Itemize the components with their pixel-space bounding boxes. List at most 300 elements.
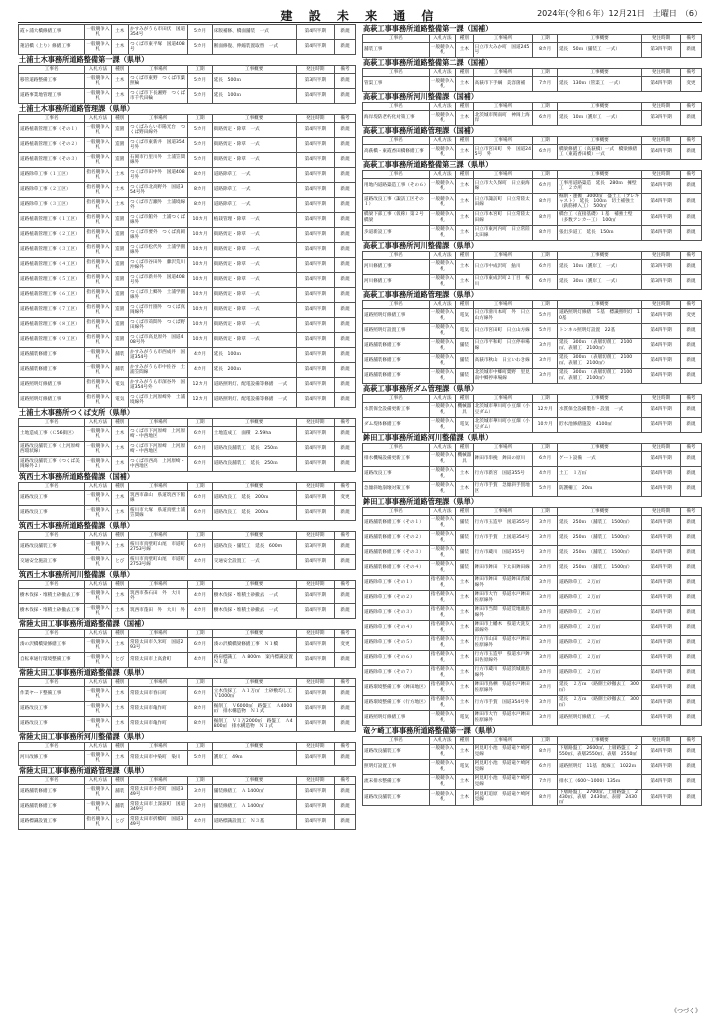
work-location: 常陸太田市小菅町 国道349号 <box>128 785 187 800</box>
col-header-outline: 工事概要 <box>212 581 296 589</box>
work-location: 行方市蔵川 国道355号 <box>473 545 533 560</box>
work-type: 造園 <box>111 213 128 228</box>
col-header-period: 工期 <box>533 35 558 43</box>
bid-method: 指名競争入札 <box>85 288 111 303</box>
work-period: 3カ月 <box>533 560 558 575</box>
work-type: 土木 <box>111 506 128 521</box>
project-name: 道路舗装修繕工事 <box>363 353 430 368</box>
col-header-name: 工事名 <box>363 69 430 77</box>
work-type: 電気 <box>456 323 474 338</box>
col-header-order: 発注時期 <box>296 679 334 687</box>
table-row <box>363 774 702 789</box>
table-header-row <box>363 35 702 43</box>
col-header-outline: 工事概要 <box>557 103 641 111</box>
remark: 新規 <box>680 774 701 789</box>
remark: 新規 <box>334 653 355 668</box>
table-row <box>19 751 356 766</box>
project-name: 霞ヶ浦大橋修繕工事 <box>19 25 85 40</box>
work-outline: 道路除草工 ２万㎡ <box>557 575 641 590</box>
section-title: 筑西土木事務所河川整備課（県単） <box>19 570 135 579</box>
work-outline: 延長 10ｍ（護岸工 一式） <box>557 111 641 126</box>
col-header-order: 発注時期 <box>296 66 334 74</box>
work-type: 造園 <box>111 333 128 348</box>
order-timing: 第4四半期 <box>296 40 334 55</box>
bid-method: 一般競争入札 <box>85 491 111 506</box>
table-header-row <box>363 443 702 451</box>
work-period: 6カ月 <box>533 145 558 160</box>
col-header-method: 入札方法 <box>85 581 111 589</box>
order-timing: 第4四半期 <box>642 774 681 789</box>
order-timing: 第4四半期 <box>642 695 681 710</box>
project-name: 道路改良工事 <box>19 702 85 717</box>
right-column <box>362 24 702 806</box>
table-header-row <box>19 581 356 589</box>
work-type: 土木 <box>111 717 128 732</box>
table-row <box>19 288 356 303</box>
work-type: 土木 <box>456 774 474 789</box>
work-outline: 道路照明灯修繕 ５基 標識照明灯 10基 <box>557 308 641 323</box>
bid-method: 指名競争入札 <box>429 575 455 590</box>
work-period: 8カ月 <box>188 183 212 198</box>
work-period: 6カ月 <box>188 687 212 702</box>
bid-method: 一般競争入札 <box>85 74 111 89</box>
col-header-name: 工事名 <box>19 419 85 427</box>
work-type: 造園 <box>111 138 128 153</box>
col-header-method: 入札方法 <box>429 443 455 451</box>
masthead <box>18 6 702 22</box>
work-type: 土木 <box>111 457 128 472</box>
col-header-type: 種別 <box>456 103 474 111</box>
work-period: 5カ月 <box>188 25 212 40</box>
work-location: 行方市玉造甲 国道355号 <box>473 515 533 530</box>
table-row <box>19 333 356 348</box>
bid-method: 一般競争入札 <box>429 789 455 806</box>
col-header-period: 工期 <box>188 630 212 638</box>
col-header-name: 工事名 <box>363 251 430 259</box>
project-name: 自転車通行環境整備工事 <box>19 653 85 668</box>
col-header-remark: 備考 <box>334 777 355 785</box>
section <box>362 92 702 126</box>
work-period: 4カ月 <box>188 589 212 604</box>
table-row <box>19 74 356 89</box>
remark: 新規 <box>680 530 701 545</box>
work-outline: 延長 100ｍ <box>212 348 296 363</box>
work-outline: 樹木伐採・堆積土砂撤去 一式 <box>212 589 296 604</box>
project-name: 道路除草工事（その５） <box>363 635 430 650</box>
col-header-outline: 工事概要 <box>557 35 641 43</box>
remark: 新規 <box>334 540 355 555</box>
remark: 新規 <box>334 183 355 198</box>
col-header-order: 発注時期 <box>296 581 334 589</box>
work-period: 10カ月 <box>188 303 212 318</box>
work-outline: 延長 100ｍ <box>212 89 296 104</box>
project-name: 道路植栽管理工事（３工区） <box>19 243 85 258</box>
order-timing: 第4四半期 <box>296 604 334 619</box>
work-period: 10カ月 <box>188 318 212 333</box>
bid-method: 指名競争入札 <box>429 695 455 710</box>
order-timing: 第4四半期 <box>296 333 334 348</box>
remark: 新規 <box>334 751 355 766</box>
work-type: 造園 <box>111 288 128 303</box>
table-row <box>19 506 356 521</box>
project-name: 樹木伐採・堆積土砂撤去工事 <box>19 589 85 604</box>
work-type: 電気 <box>111 378 128 393</box>
work-location: 北茨城市関南町 神岡上海岸 <box>473 111 533 126</box>
col-header-period: 工期 <box>533 137 558 145</box>
table-row <box>19 638 356 653</box>
col-header-remark: 備考 <box>680 171 701 179</box>
col-header-outline: 工事概要 <box>557 69 641 77</box>
table-header-row <box>363 137 702 145</box>
work-outline: 延長 250ｍ （舗装工 1500㎡） <box>557 530 641 545</box>
work-type: 機械器具 <box>456 402 474 417</box>
table-row <box>363 43 702 58</box>
project-name: 道路改良舗装工事 <box>363 789 430 806</box>
section <box>18 619 356 668</box>
project-table <box>18 114 356 408</box>
bid-method: 指名競争入札 <box>429 620 455 635</box>
col-header-remark: 備考 <box>680 137 701 145</box>
work-outline: 延長 30ｍ（護岸工 一式） <box>557 274 641 289</box>
project-name: 道路改良工事 <box>363 466 430 481</box>
order-timing: 第4四半期 <box>296 198 334 213</box>
bid-method: 一般競争入札 <box>429 179 455 194</box>
project-name: 道路改良工事 <box>19 717 85 732</box>
order-timing: 第4四半期 <box>642 515 681 530</box>
table-row <box>363 259 702 274</box>
work-outline: 床版補修、橋面舗装 一式 <box>212 25 296 40</box>
project-name: 道路照明灯修繕工事 <box>19 393 85 408</box>
work-location: 鉾田市串挽 鉾田の原川 <box>473 451 533 466</box>
bid-method: 一般競争入札 <box>429 145 455 160</box>
work-outline: 護岸工 49ｍ <box>212 751 296 766</box>
work-type: 土木 <box>456 259 474 274</box>
table-row <box>363 111 702 126</box>
project-name: 道路改良舗装工事 <box>363 744 430 759</box>
table-row <box>19 40 356 55</box>
work-type: 土木 <box>111 751 128 766</box>
order-timing: 第4四半期 <box>296 348 334 363</box>
work-location: 日立市本宮町 日立常陸太田線 <box>473 210 533 225</box>
order-timing: 第4四半期 <box>296 138 334 153</box>
project-name: 道路改良舗装工事（上河原崎西環状線） <box>19 442 85 457</box>
section <box>362 241 702 290</box>
col-header-type: 種別 <box>111 66 128 74</box>
project-name: 道路植栽管理工事（その３） <box>19 153 85 168</box>
col-header-period: 工期 <box>188 581 212 589</box>
work-type: 土木 <box>111 183 128 198</box>
col-header-method: 入札方法 <box>85 66 111 74</box>
bid-method: 一般競争入札 <box>85 604 111 619</box>
work-outline: 掘削・運搬 3000㎥ 盛土工（ブレキャスト） 延長 100ｍ 切土補強土（鉄筋挿入工） 500㎡ <box>557 194 641 211</box>
work-outline: 街路剪定・除草 一式 <box>212 153 296 168</box>
order-timing: 第4四半期 <box>296 702 334 717</box>
work-period: 8カ月 <box>533 744 558 759</box>
bid-method: 一般競争入札 <box>429 225 455 240</box>
project-name: 道路植栽管理工事（４工区） <box>19 258 85 273</box>
col-header-type: 種別 <box>456 69 474 77</box>
work-location: 高萩市秋山 日立いわき線 <box>473 353 533 368</box>
work-period: 5カ月 <box>533 481 558 496</box>
remark: 新規 <box>334 555 355 570</box>
remark: 新規 <box>334 273 355 288</box>
col-header-outline: 工事概要 <box>557 171 641 179</box>
work-period: 6カ月 <box>188 491 212 506</box>
col-header-order: 発注時期 <box>296 419 334 427</box>
order-timing: 第4四半期 <box>296 687 334 702</box>
work-location: つくば市苅間外 つくば野田線外 <box>128 318 187 333</box>
issue-date: 2024年(令和６年）12月21日 土曜日 （6） <box>537 9 702 18</box>
work-type: とび <box>111 815 128 830</box>
remark: 新規 <box>680 323 701 338</box>
col-header-name: 工事名 <box>19 115 85 123</box>
bid-method: 指名競争入札 <box>85 393 111 408</box>
table-row <box>363 545 702 560</box>
work-location: 常陸太田市中染町 染川 <box>128 751 187 766</box>
work-period: 4カ月 <box>188 815 212 830</box>
work-outline: トンネル照明灯設置 22基 <box>557 323 641 338</box>
project-name: 道路改良舗装工事（つくば美岡線外２） <box>19 457 85 472</box>
work-location: つくば市北高野外 国道354号外 <box>128 183 187 198</box>
col-header-name: 工事名 <box>19 679 85 687</box>
table-row <box>19 138 356 153</box>
work-period: 3カ月 <box>533 710 558 725</box>
col-header-name: 工事名 <box>19 630 85 638</box>
work-period: 10カ月 <box>188 288 212 303</box>
project-table <box>362 507 702 726</box>
work-type: 舗装 <box>456 530 474 545</box>
col-header-method: 入札方法 <box>85 532 111 540</box>
bid-method: 指名競争入札 <box>85 243 111 258</box>
work-period: 6カ月 <box>188 638 212 653</box>
project-name: 道路舗装修繕工事（その２） <box>363 530 430 545</box>
col-header-outline: 工事概要 <box>557 394 641 402</box>
col-header-remark: 備考 <box>680 69 701 77</box>
work-type: 電気 <box>456 759 474 774</box>
project-name: 作業ヤード整備工事 <box>19 687 85 702</box>
bid-method: 一般競争入札 <box>429 77 455 92</box>
work-location: かすみがうら市田伏 国道354号 <box>128 25 187 40</box>
project-name: 道路舗装修繕工事 <box>363 368 430 383</box>
table-row <box>363 77 702 92</box>
work-period: 5カ月 <box>188 153 212 168</box>
table-row <box>19 540 356 555</box>
col-header-type: 種別 <box>111 532 128 540</box>
work-period: 6カ月 <box>533 111 558 126</box>
work-period: 5カ月 <box>188 751 212 766</box>
table-row <box>363 590 702 605</box>
project-name: 道路照明灯設置工事 <box>363 323 430 338</box>
col-header-place: 工事場所 <box>473 35 533 43</box>
remark: 新規 <box>334 288 355 303</box>
remark: 新規 <box>680 466 701 481</box>
table-row <box>19 815 356 830</box>
work-outline: 道路除草工 ２万㎡ <box>557 590 641 605</box>
remark: 新規 <box>680 545 701 560</box>
col-header-order: 発注時期 <box>642 171 681 179</box>
order-timing: 第4四半期 <box>642 368 681 383</box>
project-name: 水質保全設備更新工事 <box>363 402 430 417</box>
project-name: 道路植栽管理工事（９工区） <box>19 333 85 348</box>
work-location: 行方市新宮 国道355号 <box>473 466 533 481</box>
work-type: 土木 <box>456 77 474 92</box>
work-period: 10カ月 <box>188 228 212 243</box>
work-outline: 延長 200ｍ <box>212 363 296 378</box>
work-period: 3カ月 <box>533 530 558 545</box>
work-outline: 延長 300ｍ （表層切削工 2100㎡、表層工 2100㎡） <box>557 368 641 383</box>
work-location: つくば市松代外 土浦学園線外 <box>128 243 187 258</box>
table-row <box>363 620 702 635</box>
order-timing: 第4四半期 <box>296 89 334 104</box>
work-period: 10カ月 <box>188 213 212 228</box>
work-period: 6カ月 <box>533 274 558 289</box>
col-header-remark: 備考 <box>334 483 355 491</box>
table-row <box>363 353 702 368</box>
remark: 新規 <box>680 635 701 650</box>
remark: 新規 <box>680 605 701 620</box>
remark: 新規 <box>334 168 355 183</box>
remark: 新規 <box>334 442 355 457</box>
order-timing: 第4四半期 <box>642 451 681 466</box>
table-row <box>363 466 702 481</box>
table-row <box>19 198 356 213</box>
col-header-remark: 備考 <box>334 66 355 74</box>
work-type: 土木 <box>456 744 474 759</box>
table-row <box>363 560 702 575</box>
col-header-type: 種別 <box>456 300 474 308</box>
col-header-type: 種別 <box>111 581 128 589</box>
bid-method: 一般競争入札 <box>85 785 111 800</box>
project-name: 道路照明灯修繕工事 <box>363 710 430 725</box>
order-timing: 第4四半期 <box>296 638 334 653</box>
bid-method: 一般競争入札 <box>429 402 455 417</box>
remark: 新規 <box>334 363 355 378</box>
project-name: 道路植栽管理工事（その１） <box>19 123 85 138</box>
bid-method: 一般競争入札 <box>429 744 455 759</box>
col-header-outline: 工事概要 <box>557 137 641 145</box>
work-type: 舗装 <box>111 785 128 800</box>
col-header-remark: 備考 <box>680 736 701 744</box>
bid-method: 指名競争入札 <box>429 665 455 680</box>
table-row <box>363 179 702 194</box>
work-type: 土木 <box>456 575 474 590</box>
work-location: つくば市上河原崎外 土浦境線外 <box>128 393 187 408</box>
work-location: 常陸太田市亀作町 <box>128 717 187 732</box>
work-outline: 延長 50ｍ（舗装工 一式） <box>557 43 641 58</box>
order-timing: 第3四半期 <box>296 427 334 442</box>
order-timing: 第4四半期 <box>642 620 681 635</box>
work-outline: 延長 130ｍ（管渠工 一式） <box>557 77 641 92</box>
work-period: 3カ月 <box>533 545 558 560</box>
table-row <box>19 303 356 318</box>
order-timing: 第4四半期 <box>642 481 681 496</box>
remark: 新規 <box>334 123 355 138</box>
project-name: 移管道路整備工事 <box>19 74 85 89</box>
col-header-method: 入札方法 <box>429 171 455 179</box>
bid-method: 指名競争入札 <box>85 333 111 348</box>
bid-method: 一般競争入札 <box>429 274 455 289</box>
col-header-outline: 工事概要 <box>557 251 641 259</box>
table-row <box>19 153 356 168</box>
col-header-period: 工期 <box>533 171 558 179</box>
work-type: 土木 <box>456 274 474 289</box>
work-type: 土木 <box>456 210 474 225</box>
work-location: つくば市東平塚 国道408号 <box>128 40 187 55</box>
table-header-row <box>363 507 702 515</box>
table-row <box>19 491 356 506</box>
work-outline: 橋梁修繕工（高萩橋）一式 橋梁修繕工（東霞香田橋）一式 <box>557 145 641 160</box>
work-period: 3カ月 <box>533 515 558 530</box>
work-location: 筑西市蓬田 外 大川 外 <box>128 604 187 619</box>
remark: 新規 <box>680 665 701 680</box>
col-header-place: 工事場所 <box>473 69 533 77</box>
work-period: 8カ月 <box>188 717 212 732</box>
col-header-type: 種別 <box>456 35 474 43</box>
work-location: 阿見町小池 県道竜ケ崎阿見線 <box>473 744 533 759</box>
bid-method: 一般競争入札 <box>429 368 455 383</box>
work-location: つくば市下河原崎 上河原崎・中西地区 <box>128 442 187 457</box>
col-header-method: 入札方法 <box>429 251 455 259</box>
order-timing: 第4四半期 <box>642 710 681 725</box>
work-location: 鉾田市大竹 県道水戸鉾田佐原線外 <box>473 710 533 725</box>
work-location: つくば市田中外 国道408号外 <box>128 168 187 183</box>
work-outline: 街路剪定・除草 一式 <box>212 333 296 348</box>
work-period: 3カ月 <box>188 785 212 800</box>
col-header-order: 発注時期 <box>296 115 334 123</box>
work-location: つくば市下河原崎 上河原崎・中西地区 <box>128 427 187 442</box>
bid-method: 一般競争入札 <box>85 363 111 378</box>
col-header-outline: 工事概要 <box>212 532 296 540</box>
bid-method: 指名競争入札 <box>429 590 455 605</box>
remark: 新規 <box>680 353 701 368</box>
table-header-row <box>19 630 356 638</box>
remark: 新規 <box>680 402 701 417</box>
work-type: 土木 <box>111 89 128 104</box>
project-table <box>18 678 356 732</box>
bid-method: 一般競争入札 <box>85 89 111 104</box>
work-outline: 街路剪定・除草 一式 <box>212 288 296 303</box>
work-location: かすみがうら市中佐谷 土浦笠間線 <box>128 363 187 378</box>
bid-method: 一般競争入札 <box>85 751 111 766</box>
work-type: 土木 <box>111 25 128 40</box>
table-row <box>363 695 702 710</box>
col-header-place: 工事場所 <box>473 251 533 259</box>
col-header-outline: 工事概要 <box>212 419 296 427</box>
work-period: 6カ月 <box>533 451 558 466</box>
work-type: 土木 <box>456 481 474 496</box>
work-period: 5カ月 <box>188 123 212 138</box>
table-row <box>19 213 356 228</box>
table-row <box>363 402 702 417</box>
work-location: 桜川市大塚 県道真壁土浦笠間線 <box>128 506 187 521</box>
work-location: つくば市東野 つくば市葉照輪 <box>128 74 187 89</box>
work-location: つくば市館外 土浦つくば線外 <box>128 213 187 228</box>
order-timing: 第4四半期 <box>642 179 681 194</box>
col-header-remark: 備考 <box>334 532 355 540</box>
table-row <box>19 228 356 243</box>
order-timing: 第4四半期 <box>642 308 681 323</box>
project-name: 道路照明灯修繕工事 <box>363 308 430 323</box>
order-timing: 第4四半期 <box>296 153 334 168</box>
project-name: 道路植栽管理工事（その２） <box>19 138 85 153</box>
work-location: 日立市滑川本町 外 日立山方線外 <box>473 308 533 323</box>
order-timing: 第4四半期 <box>296 258 334 273</box>
col-header-name: 工事名 <box>363 394 430 402</box>
project-name: 道路舗装修繕工事 <box>19 785 85 800</box>
table-row <box>363 194 702 211</box>
work-type: 造園 <box>111 258 128 273</box>
order-timing: 第3四半期 <box>642 259 681 274</box>
